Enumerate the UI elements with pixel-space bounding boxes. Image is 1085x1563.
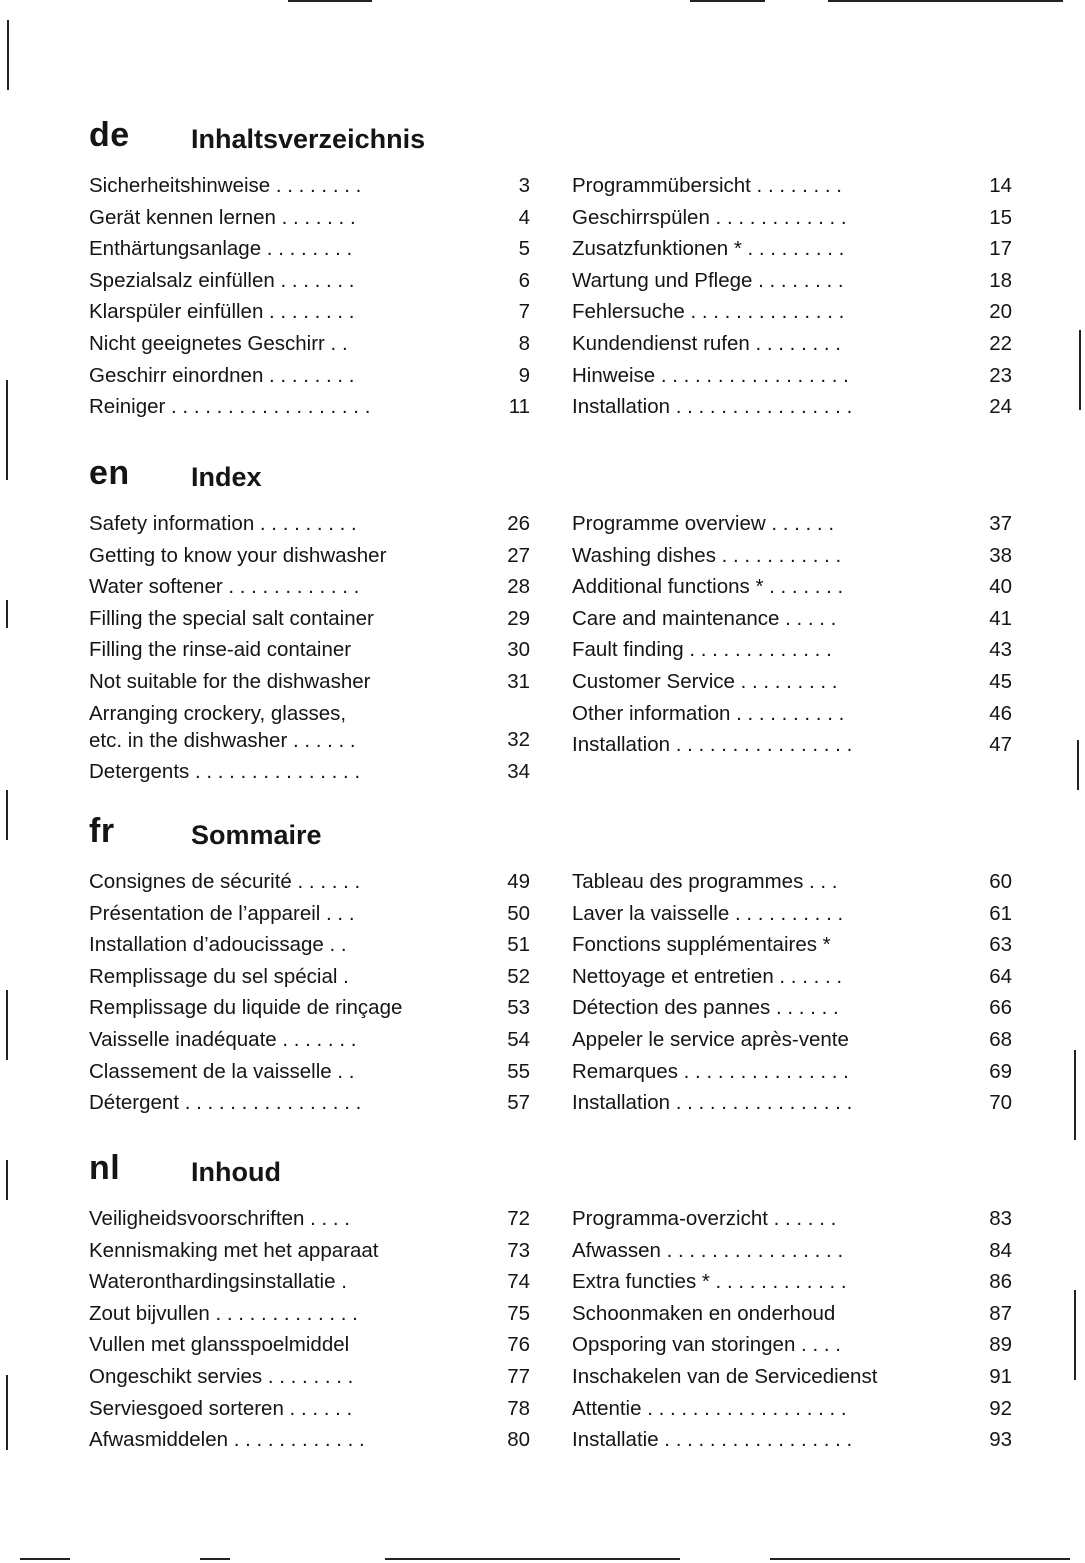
toc-entry-page-number: 18 [989, 268, 1012, 292]
toc-entry-label: Enthärtungsanlage . . . . . . . . [89, 237, 353, 261]
toc-entry-label: Hinweise . . . . . . . . . . . . . . . . . [572, 363, 849, 387]
toc-entry-label: Klarspüler einfüllen . . . . . . . . [89, 300, 355, 324]
toc-entry[interactable] [89, 1298, 530, 1330]
toc-entry-page-number: 64 [989, 964, 1012, 988]
toc-entry-label: Wartung und Pflege . . . . . . . . [572, 268, 844, 292]
toc-entry[interactable] [572, 265, 1012, 297]
language-code: fr [89, 812, 115, 850]
toc-entry-label: Opsporing van storingen . . . . [572, 1333, 841, 1357]
toc-entry-page-number: 92 [989, 1396, 1012, 1420]
toc-entry[interactable] [89, 540, 530, 572]
scan-mark-bottom-4 [770, 1558, 1070, 1560]
toc-entry-label: Programme overview . . . . . . [572, 512, 835, 535]
toc-entry-page-number: 38 [989, 543, 1012, 567]
toc-entry-page-number: 52 [507, 964, 530, 988]
toc-entry-page-number: 40 [989, 575, 1012, 599]
toc-entry-label: Fonctions supplémentaires * [572, 933, 831, 957]
toc-entry-label: Laver la vaisselle . . . . . . . . . . [572, 901, 844, 925]
toc-entry-label: Extra functies * . . . . . . . . . . . . [572, 1270, 847, 1294]
toc-entry-label: Additional functions * . . . . . . . [572, 575, 844, 599]
toc-entry-page-number: 14 [989, 174, 1012, 197]
toc-entry-label: Vaisselle inadéquate . . . . . . . [89, 1027, 357, 1051]
toc-entry[interactable] [572, 296, 1012, 328]
toc-entry-page-number: 84 [989, 1238, 1012, 1262]
scan-mark-bottom-2 [200, 1558, 230, 1560]
toc-entry-page-number: 22 [989, 331, 1012, 355]
toc-entry[interactable] [89, 603, 530, 635]
toc-entry[interactable] [572, 634, 1012, 666]
toc-entry-label: Installation . . . . . . . . . . . . . . . . [572, 1091, 853, 1115]
toc-entry[interactable] [89, 571, 530, 603]
toc-entry-label: Consignes de sécurité . . . . . . [89, 870, 361, 893]
toc-column-right [572, 508, 1012, 761]
toc-entry-label: Serviesgoed sorteren . . . . . . [89, 1396, 353, 1420]
scan-mark-left-3 [6, 600, 8, 628]
toc-entry-label: Ongeschikt servies . . . . . . . . [89, 1364, 354, 1388]
toc-entry-page-number: 34 [507, 759, 530, 783]
toc-entry[interactable] [89, 1393, 530, 1425]
toc-entry[interactable] [89, 265, 530, 297]
toc-entry[interactable] [89, 634, 530, 666]
toc-entry[interactable] [89, 170, 530, 202]
toc-entry-page-number: 73 [507, 1238, 530, 1262]
toc-entry[interactable] [89, 1087, 530, 1119]
toc-column-left [89, 508, 530, 787]
toc-entry-page-number: 9 [518, 363, 530, 387]
toc-entry-label: Geschirrspülen . . . . . . . . . . . . [572, 205, 847, 229]
toc-entry-page-number: 45 [989, 669, 1012, 693]
toc-entry-label: Water softener . . . . . . . . . . . . [89, 575, 360, 599]
toc-entry[interactable] [572, 1424, 1012, 1456]
toc-entry-page-number: 31 [507, 669, 530, 693]
toc-entry[interactable] [572, 1298, 1012, 1330]
toc-entry-label: Kennismaking met het apparaat [89, 1238, 379, 1262]
toc-entry[interactable] [572, 571, 1012, 603]
section-title: Index [191, 462, 262, 492]
toc-entry-label: Nicht geeignetes Geschirr . . [89, 331, 348, 355]
toc-entry-page-number: 86 [989, 1270, 1012, 1294]
toc-entry[interactable] [89, 233, 530, 265]
toc-entry-page-number: 72 [507, 1207, 530, 1230]
toc-entry-page-number: 80 [507, 1428, 530, 1452]
toc-entry[interactable] [89, 898, 530, 930]
scan-mark-right-1 [1079, 330, 1081, 410]
toc-entry-page-number: 23 [989, 363, 1012, 387]
toc-entry[interactable] [89, 1329, 530, 1361]
language-code: en [89, 454, 130, 492]
toc-entry-label: Détergent . . . . . . . . . . . . . . . . [89, 1091, 362, 1115]
toc-entry[interactable] [572, 666, 1012, 698]
scan-mark-right-3 [1074, 1050, 1076, 1140]
toc-entry-label: Tableau des programmes . . . [572, 870, 838, 893]
toc-entry[interactable] [89, 666, 530, 698]
toc-entry-label [89, 700, 356, 754]
scan-mark-left-1 [7, 20, 9, 90]
toc-entry-page-number: 15 [989, 205, 1012, 229]
toc-entry-page-number: 37 [989, 512, 1012, 535]
toc-entry-label: Remplissage du liquide de rinçage [89, 996, 403, 1020]
toc-entry[interactable] [572, 992, 1012, 1024]
toc-column-left [89, 1203, 530, 1456]
toc-entry-page-number: 76 [507, 1333, 530, 1357]
toc-entry-label: Détection des pannes . . . . . . [572, 996, 839, 1020]
toc-entry-page-number: 57 [507, 1091, 530, 1115]
toc-column-right [572, 1203, 1012, 1456]
toc-entry[interactable] [572, 929, 1012, 961]
toc-entry[interactable] [572, 698, 1012, 730]
toc-entry-label: Geschirr einordnen . . . . . . . . [89, 363, 355, 387]
toc-entry-page-number: 17 [989, 237, 1012, 261]
toc-entry[interactable] [89, 866, 530, 898]
scan-mark-top-1 [288, 0, 372, 2]
toc-entry-label: Other information . . . . . . . . . . [572, 701, 845, 725]
toc-entry-label: Filling the special salt container [89, 606, 374, 630]
toc-entry[interactable] [572, 866, 1012, 898]
toc-entry[interactable] [572, 360, 1012, 392]
toc-entry[interactable] [572, 540, 1012, 572]
toc-entry-page-number: 30 [507, 638, 530, 662]
toc-entry-page-number: 24 [989, 395, 1012, 419]
toc-entry-label: Spezialsalz einfüllen . . . . . . . [89, 268, 355, 292]
toc-entry[interactable] [572, 202, 1012, 234]
toc-entry[interactable] [89, 756, 530, 788]
toc-entry-page-number: 53 [507, 996, 530, 1020]
language-code: de [89, 116, 130, 154]
toc-entry-page-number: 61 [989, 901, 1012, 925]
toc-entry-label-line: Arranging crockery, glasses, [89, 701, 347, 725]
toc-entry-label: Washing dishes . . . . . . . . . . . [572, 543, 842, 567]
toc-entry-label: Kundendienst rufen . . . . . . . . [572, 331, 841, 355]
toc-entry-label: Appeler le service après-vente [572, 1027, 849, 1051]
toc-entry[interactable] [89, 1424, 530, 1456]
toc-entry[interactable] [572, 328, 1012, 360]
toc-entry-label: Schoonmaken en onderhoud [572, 1301, 836, 1325]
toc-entry[interactable] [89, 992, 530, 1024]
toc-entry-page-number: 43 [989, 638, 1012, 662]
toc-entry[interactable] [89, 1361, 530, 1393]
toc-entry-page-number: 3 [518, 174, 530, 197]
toc-entry-label: Installation . . . . . . . . . . . . . . . . [572, 395, 853, 419]
toc-entry-page-number: 49 [507, 870, 530, 893]
scan-mark-right-2 [1077, 740, 1079, 790]
toc-entry-page-number: 78 [507, 1396, 530, 1420]
toc-entry[interactable] [572, 1235, 1012, 1267]
scan-mark-right-4 [1074, 1290, 1076, 1380]
toc-entry-page-number: 29 [507, 606, 530, 630]
toc-entry-label-line: etc. in the dishwasher . . . . . . [89, 728, 356, 752]
toc-entry-page-number: 32 [507, 727, 530, 751]
toc-entry-label: Remplissage du sel spécial . [89, 964, 349, 988]
toc-entry-page-number: 93 [989, 1428, 1012, 1452]
section-title: Inhaltsverzeichnis [191, 124, 426, 154]
toc-entry[interactable] [572, 233, 1012, 265]
toc-entry-label: Wateronthardingsinstallatie . [89, 1270, 347, 1294]
toc-entry[interactable] [89, 1203, 530, 1235]
toc-entry-label: Filling the rinse-aid container [89, 638, 352, 662]
toc-entry-label: Sicherheitshinweise . . . . . . . . [89, 174, 362, 197]
toc-entry-label: Fehlersuche . . . . . . . . . . . . . . [572, 300, 845, 324]
toc-entry-page-number: 51 [507, 933, 530, 957]
toc-entry-label: Zusatzfunktionen * . . . . . . . . . [572, 237, 845, 261]
scan-mark-bottom-3 [385, 1558, 680, 1560]
toc-entry-label: Attentie . . . . . . . . . . . . . . . . . . [572, 1396, 847, 1420]
toc-entry-label: Veiligheidsvoorschriften . . . . [89, 1207, 350, 1230]
toc-entry[interactable] [572, 170, 1012, 202]
toc-entry-label: Reiniger . . . . . . . . . . . . . . . . . . [89, 395, 371, 419]
toc-entry-label: Fault finding . . . . . . . . . . . . . [572, 638, 832, 662]
toc-entry-page-number: 75 [507, 1301, 530, 1325]
toc-entry-label: Installation . . . . . . . . . . . . . . . . [572, 733, 853, 757]
toc-entry-page-number: 5 [518, 237, 530, 261]
toc-entry-page-number: 91 [989, 1364, 1012, 1388]
toc-entry-page-number: 28 [507, 575, 530, 599]
toc-entry-label: Installation d’adoucissage . . [89, 933, 347, 957]
toc-entry-page-number: 8 [518, 331, 530, 355]
toc-entry-page-number: 27 [507, 543, 530, 567]
toc-entry-label: Vullen met glansspoelmiddel [89, 1333, 350, 1357]
toc-entry-label: Programmübersicht . . . . . . . . [572, 174, 842, 197]
toc-entry-page-number: 26 [507, 512, 530, 535]
toc-column-left [89, 866, 530, 1119]
toc-entry[interactable] [89, 360, 530, 392]
toc-entry[interactable] [89, 1024, 530, 1056]
toc-entry-label: Programma-overzicht . . . . . . [572, 1207, 837, 1230]
toc-entry[interactable] [89, 961, 530, 993]
toc-entry-label: Nettoyage et entretien . . . . . . [572, 964, 843, 988]
toc-entry[interactable] [89, 328, 530, 360]
toc-column-left [89, 170, 530, 423]
section-header [0, 1149, 600, 1189]
toc-entry[interactable] [572, 391, 1012, 423]
toc-entry-label: Afwasmiddelen . . . . . . . . . . . . [89, 1428, 365, 1452]
toc-entry-label: Présentation de l’appareil . . . [89, 901, 355, 925]
section-title: Sommaire [191, 820, 322, 850]
toc-entry-label: Classement de la vaisselle . . [89, 1059, 355, 1083]
toc-entry-page-number: 50 [507, 901, 530, 925]
toc-entry-page-number: 7 [518, 300, 530, 324]
toc-entry-page-number: 4 [518, 205, 530, 229]
toc-entry-label: Inschakelen van de Servicedienst [572, 1364, 878, 1388]
scan-mark-left-7 [6, 1375, 8, 1450]
toc-entry[interactable] [89, 202, 530, 234]
toc-entry[interactable] [89, 698, 530, 756]
toc-entry[interactable] [572, 961, 1012, 993]
toc-entry-page-number: 20 [989, 300, 1012, 324]
toc-entry[interactable] [572, 898, 1012, 930]
toc-entry[interactable] [572, 1056, 1012, 1088]
toc-entry-page-number: 54 [507, 1027, 530, 1051]
toc-entry-label: Remarques . . . . . . . . . . . . . . . [572, 1059, 849, 1083]
toc-entry-page-number: 74 [507, 1270, 530, 1294]
toc-entry-page-number: 66 [989, 996, 1012, 1020]
toc-entry-page-number: 63 [989, 933, 1012, 957]
toc-entry-label: Installatie . . . . . . . . . . . . . . . . . [572, 1428, 853, 1452]
toc-entry-page-number: 55 [507, 1059, 530, 1083]
toc-entry-label: Not suitable for the dishwasher [89, 669, 371, 693]
toc-entry-label: Gerät kennen lernen . . . . . . . [89, 205, 356, 229]
toc-column-right [572, 866, 1012, 1119]
scan-mark-top-3 [828, 0, 1063, 2]
toc-entry[interactable] [572, 1393, 1012, 1425]
toc-entry[interactable] [572, 1203, 1012, 1235]
toc-entry[interactable] [572, 1266, 1012, 1298]
toc-entry-page-number: 89 [989, 1333, 1012, 1357]
scan-mark-left-5 [6, 990, 8, 1060]
toc-entry[interactable] [89, 508, 530, 540]
scan-mark-top-2 [690, 0, 765, 2]
toc-entry[interactable] [89, 391, 530, 423]
toc-entry-page-number: 69 [989, 1059, 1012, 1083]
toc-entry-label: Safety information . . . . . . . . . [89, 512, 357, 535]
toc-column-right [572, 170, 1012, 423]
toc-entry-label: Customer Service . . . . . . . . . [572, 669, 838, 693]
toc-entry[interactable] [89, 929, 530, 961]
section-title: Inhoud [191, 1157, 281, 1187]
toc-entry[interactable] [89, 1056, 530, 1088]
toc-entry-page-number: 41 [989, 606, 1012, 630]
toc-entry[interactable] [572, 729, 1012, 761]
toc-entry[interactable] [89, 1235, 530, 1267]
toc-entry-page-number: 47 [989, 733, 1012, 757]
scan-mark-bottom-1 [20, 1558, 70, 1560]
toc-entry-label: Detergents . . . . . . . . . . . . . . . [89, 759, 361, 783]
toc-entry-page-number: 83 [989, 1207, 1012, 1230]
toc-entry-page-number: 70 [989, 1091, 1012, 1115]
section-header [0, 812, 600, 852]
toc-entry-page-number: 46 [989, 701, 1012, 725]
toc-entry-label: Zout bijvullen . . . . . . . . . . . . . [89, 1301, 358, 1325]
toc-entry[interactable] [572, 1024, 1012, 1056]
toc-entry[interactable] [572, 603, 1012, 635]
toc-entry-label: Care and maintenance . . . . . [572, 606, 837, 630]
toc-entry[interactable] [572, 1361, 1012, 1393]
toc-entry-page-number: 77 [507, 1364, 530, 1388]
toc-entry-label: Getting to know your dishwasher [89, 543, 387, 567]
toc-entry[interactable] [572, 1329, 1012, 1361]
toc-entry[interactable] [572, 508, 1012, 540]
toc-entry-page-number: 87 [989, 1301, 1012, 1325]
language-code: nl [89, 1149, 121, 1187]
toc-entry-page-number: 11 [508, 395, 530, 419]
toc-entry[interactable] [89, 1266, 530, 1298]
section-header [0, 116, 600, 156]
toc-entry[interactable] [572, 1087, 1012, 1119]
toc-entry[interactable] [89, 296, 530, 328]
section-header [0, 454, 600, 494]
toc-entry-page-number: 6 [518, 268, 530, 292]
toc-entry-page-number: 60 [989, 870, 1012, 893]
toc-entry-page-number: 68 [989, 1027, 1012, 1051]
toc-entry-label: Afwassen . . . . . . . . . . . . . . . . [572, 1238, 844, 1262]
